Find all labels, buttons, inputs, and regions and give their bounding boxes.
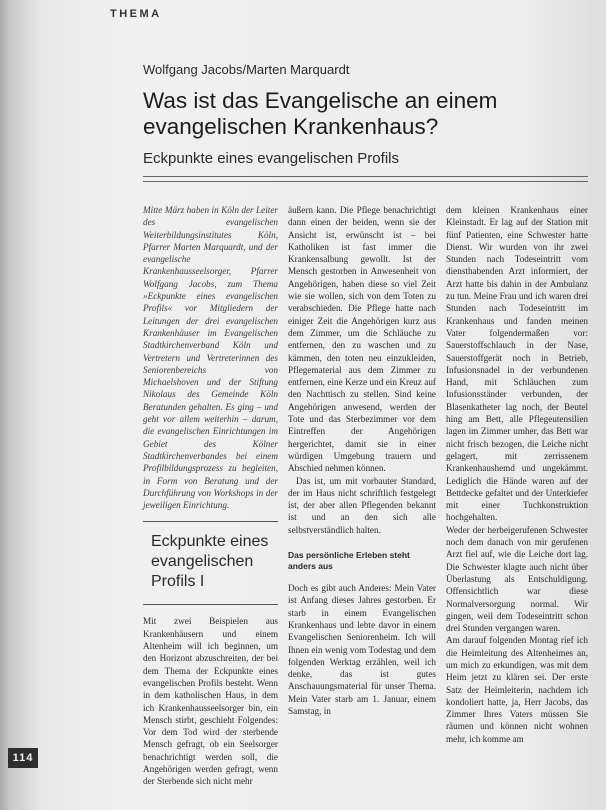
- text-column-2: [288, 204, 436, 717]
- article-authors: Wolfgang Jacobs/Marten Marquardt: [143, 62, 350, 77]
- intro-paragraph: Mitte März haben in Köln der Leiter des evangelischen Weiterbildungsinstitutes Köln, Pfarrer Marten Marquardt, und der evangelische Krankenhausseelsorger, Pfarrer Wolfgang Jacobs, zum Thema »Eckpunkte eines evangelischen Profils« vor Mitgliedern der Leitungen der drei evangelischen Krankenhäuser im Evangelischen Stadtkirchenverband Köln und Vertretern und Vertreterinnen des Seniorenbereichs von Michaelshoven und der Stiftung Nikolaus des Gemeinde Köln Beratunden gehalten. Es ging – und geht vor allem weiterhin – darum, die evangelischen Einrichtungen im Gebiet des Kölner Stadtkirchenverbandes bei einem Profilbildungsprozess zu begleiten, in Form von Beratung und der Durchführung von Workshops in der jeweiligen Einrichtung.: [143, 205, 278, 511]
- body-paragraph: Doch es gibt auch Anderes: Mein Vater ist Anfang dieses Jahres gestorben. Er starb in einem Evangelischen Krankenhaus und lebte davor in einem Evangelischen Seniorenheim. Ich will Ihnen ein wenig vom Todestag und dem folgenden Werktag erzählen, weil ich denke, das ist gutes Anschauungsmaterial für unser Thema. Mein Vater starb am 1. Januar, einem Samstag, in: [288, 583, 436, 716]
- text-column-1: [143, 204, 278, 788]
- title-divider: [143, 176, 588, 177]
- text-column-3: [446, 204, 588, 745]
- body-paragraph: äußern kann. Die Pflege benachrichtigt dann einen der beiden, wenn sie der Ansicht ist, erwünscht ist – bei Katholiken ist fast immer die Krankensalbung gewollt. Ist der Mensch gestorben in Anwesenheit von Angehörigen, haben diese so viel Zeit wie sie wollen, sich von dem Toten zu verabschieden. Die Pflege hatte nach einiger Zeit die Angehörigen kurz aus dem Zimmer, um die Schläuche zu entfernen, den zu waschen und zu kämmen, den toten neu einzukleiden, Pflegematerial aus dem Zimmer zu entfernen, eine Kerze und ein Kreuz auf den Nachttisch zu stellen. Sind keine Angehörigen anwesend, werden der Tote und das Sterbezimmer vor dem Eintreffen der Angehörigen hergerichtet, damit sie in einer würdigen Umgebung trauern und Abschied nehmen können.: [288, 205, 436, 474]
- section-label: THEMA: [110, 8, 162, 20]
- subheading: Das persönliche Erleben steht anders aus: [288, 550, 410, 572]
- article-title: Was ist das Evangelische an einem evangelischen Krankenhaus?: [143, 88, 498, 139]
- title-divider-secondary: [143, 181, 588, 182]
- section-heading: Eckpunkte eines evangelischen Profils I: [151, 533, 269, 591]
- article-subtitle: Eckpunkte eines evangelischen Profils: [143, 150, 399, 167]
- body-paragraph: Das ist, um mit vorbauter Standard, der im Haus nicht schriftlich festgelegt ist, der aber allen Pflegenden bekannt ist und an den sich alle selbstverständlich halten.: [288, 475, 436, 535]
- section-heading-box: [143, 521, 278, 605]
- page-number: 114: [8, 748, 38, 768]
- body-paragraph: Weder der herbeigerufenen Schwester noch dem danach von mir gerufenen Arzt fiel auf, wie die Leiche dort lag. Die Schwester klagte auch nicht über Überlastung als Entschuldigung. Offensichtlich war diese Normalversorgung normal. Wir gingen, weil dem Todeseintritt schon drei Stunden vergangen waren.: [446, 524, 588, 634]
- body-paragraph: Mit zwei Beispielen aus Krankenhäusern und einem Altenheim will ich beginnen, um den Horizont abzuschreiten, der bei dem Thema der Eckpunkte eines evangelischen Profils besteht. Wenn in dem katholischen Haus, in dem ich Krankenhausseelsorger bin, ein Mensch stirbt, geschieht Folgendes: Vor dem Tod wird der sterbende Mensch gefragt, ob ein Seelsorger benachrichtigt werden soll, die Angehörigen werden gefragt, wenn der Sterbende sich nicht mehr: [143, 616, 278, 787]
- body-paragraph: dem kleinen Krankenhaus einer Kleinstadt. Er lag auf der Station mit fünf Patienten, eine Schwester hatte Dienst. Wir wurden von ihr zwei Stunden nach Todeseintritt vom diensthabenden Arzt informiert, der Arzt hatte bis dahin in der Ambulanz zu tun. Meine Frau und ich waren drei Stunden nach Todeseintritt im Krankenhaus und fanden meinen Vater folgendermaßen vor: Sauerstoffschlauch in der Nase, Sauerstoffgerät noch in Betrieb, Infusionsnadel in der verbundenen Hand, mit Schläuchen zum Infusionsständer verbunden, der Blasenkatheter lag noch, der Beutel hing am Bett, alle Pflegeutensilien lagen im Zimmer umher, das Bett war nicht frisch bezogen, die Leiche nicht gelagert, mit zerrissenem Krankenhaushemd und ungekämmt. Lediglich die Hände waren auf der Bettdecke gefaltet und der Unterkiefer mit einer Tuchkonstruktion hochgehalten.: [446, 205, 588, 523]
- body-paragraph: Am darauf folgenden Montag rief ich die Heimleitung des Altenheimes an, um mich zu erkundigen, was mit dem Heim jetzt zu klären sei. Der erste Satz der Heimleiterin, nachdem ich kondoliert hatte, ja, Herr Jacobs, das Zimmer Ihres Vaters müssen Sie räumen und können nicht wohnen mehr, ich komme am: [446, 635, 588, 744]
